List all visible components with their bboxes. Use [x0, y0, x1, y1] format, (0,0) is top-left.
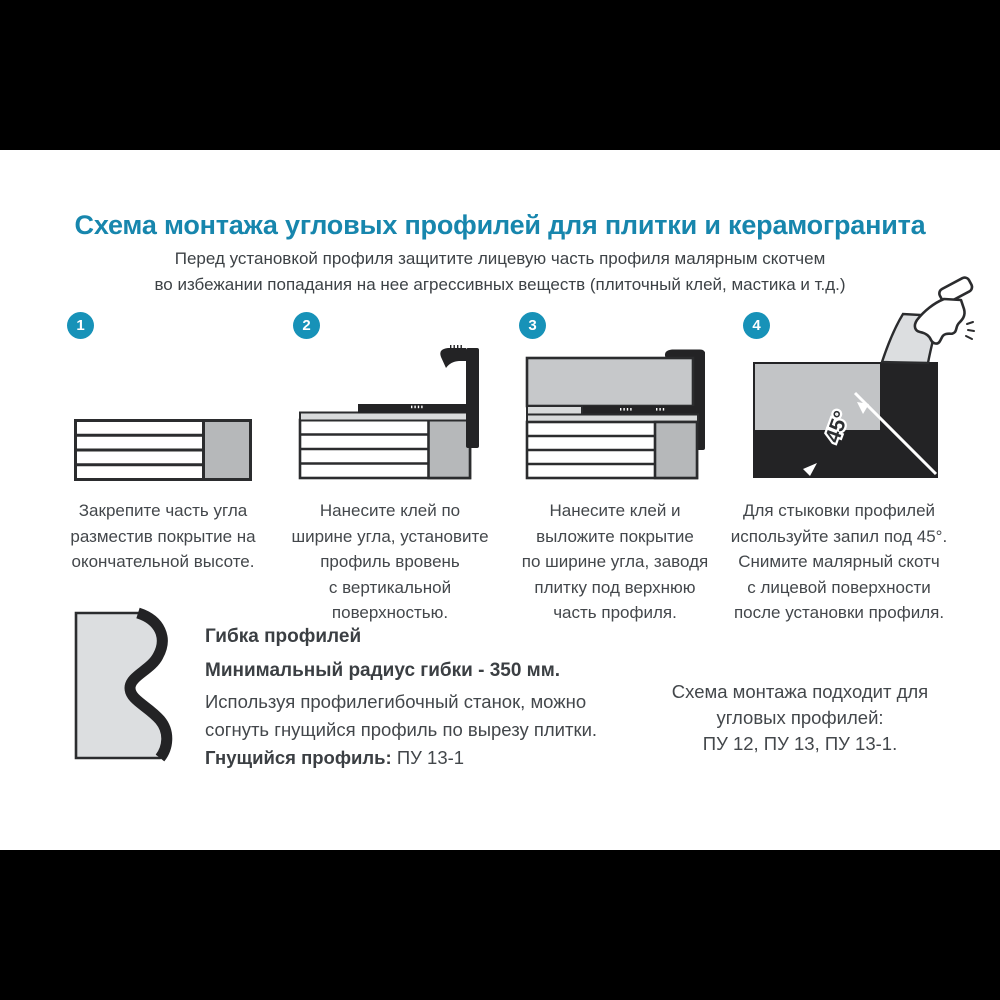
bending-profile-label: Гнущийся профиль: [205, 747, 392, 768]
step2-number-badge: 2 [293, 312, 320, 339]
step3-number-badge: 3 [519, 312, 546, 339]
bending-radius-line: Минимальный радиус гибки - 350 мм. [205, 660, 561, 681]
step1-caption: Закрепите часть угла разместив покрытие на окончательной высоте. [70, 501, 256, 571]
bending-profile-line [205, 747, 464, 769]
bent-profile-diagram [68, 606, 173, 762]
step2-caption: Нанесите клей по ширине угла, установите профиль вровень с вертикальной поверхностью. [291, 501, 489, 622]
tile-block [429, 420, 471, 478]
glue-layer [300, 413, 470, 421]
bending-line1: Используя профилегибочный станок, можно [205, 691, 587, 712]
tile-block [204, 421, 251, 480]
curved-tile [76, 613, 167, 758]
exposed-surface [755, 364, 880, 430]
step4-diagram [745, 272, 977, 482]
angle-label: 45° [821, 407, 854, 446]
step3-diagram [520, 345, 710, 480]
step1-number-badge: 1 [67, 312, 94, 339]
compatibility-note: Схема монтажа подходит для угловых профилей: ПУ 12, ПУ 13, ПУ 13-1. [671, 681, 929, 754]
subtitle-line: Перед установкой профиля защитите лицевую часть профиля малярным скотчем [174, 249, 826, 268]
glue-layer-left [527, 406, 582, 415]
step1-diagram [74, 419, 252, 481]
bending-heading: Гибка профилей [205, 626, 362, 647]
tile-block [655, 422, 697, 478]
big-tile [527, 358, 693, 406]
page-title: Схема монтажа угловых профилей для плитки и керамогранита [74, 210, 926, 240]
step4-number-badge: 4 [743, 312, 770, 339]
step4-caption: Для стыковки профилей используйте запил под 45°. Снимите малярный скотч с лицевой поверхности после установки профиля. [730, 501, 948, 622]
content-panel [0, 150, 1000, 850]
profile-flange [582, 406, 698, 415]
hand-peeling-tape-icon [915, 276, 974, 344]
bending-line2: согнуть гнущийся профиль по вырезу плитки. [205, 719, 598, 740]
step3-caption: Нанесите клей и выложите покрытие по ширине угла, заводя плитку под верхнюю часть профиля. [521, 501, 709, 622]
step2-diagram [295, 345, 485, 480]
bending-profile-value: ПУ 13-1 [391, 747, 465, 768]
subtitle-line: во избежании попадания на нее агрессивных веществ (плиточный клей, мастика и т.д.) [154, 275, 846, 294]
